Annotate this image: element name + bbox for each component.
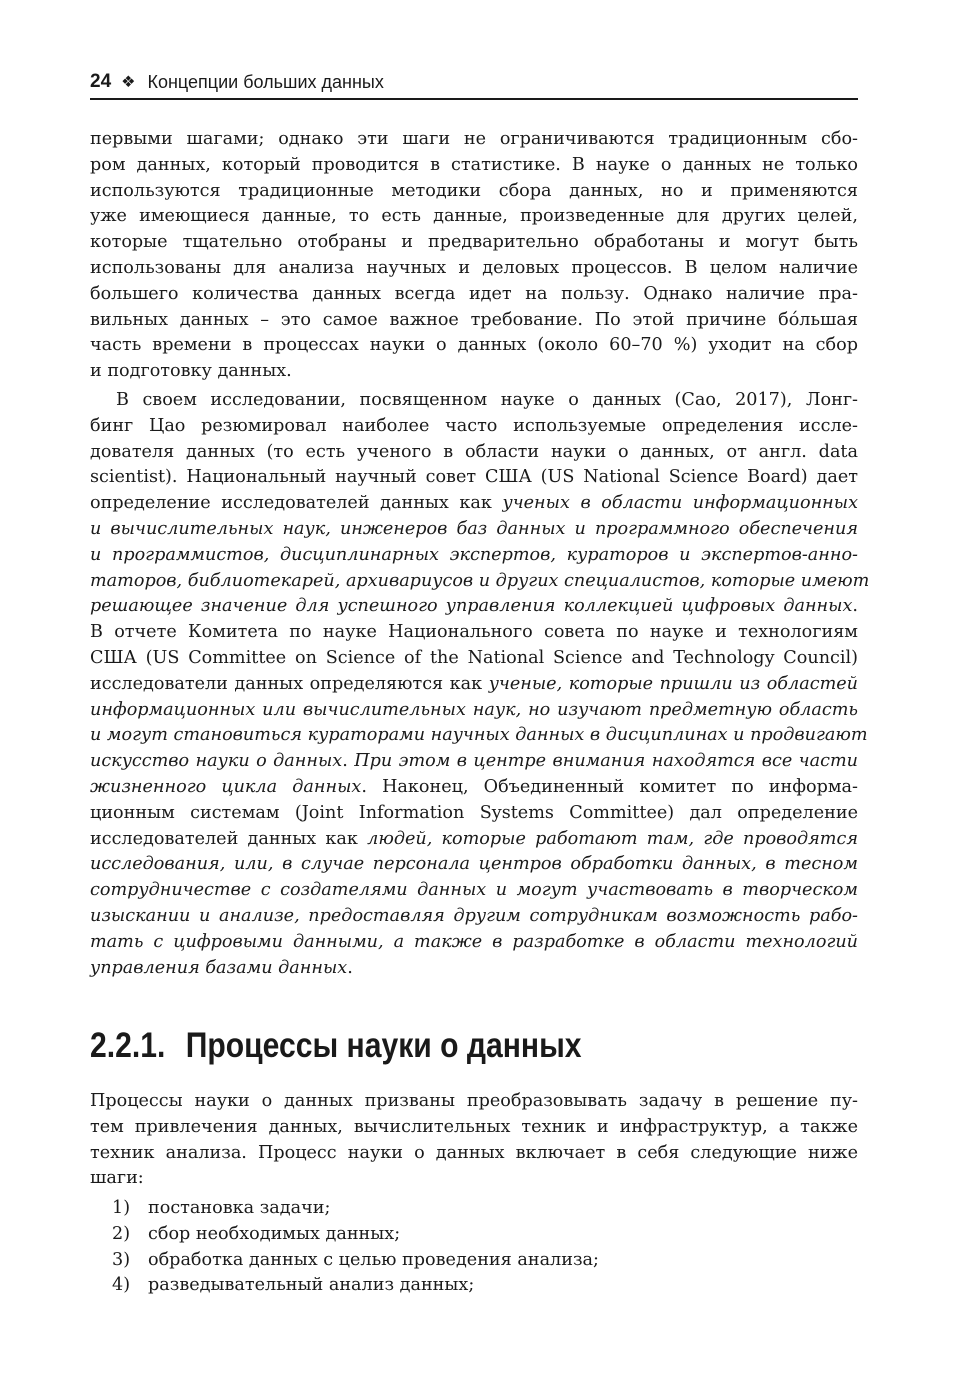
text-run: бинг Цао резюмировал наиболее часто используемые определения иссле-: [90, 415, 858, 436]
italic-text: таторов, библиотекарей, архивариусов и других специалистов, которые имеют: [90, 570, 870, 591]
italic-text: решающее значение для успешного управления коллекцией цифровых данных: [90, 596, 853, 617]
text-line: [90, 204, 858, 230]
text-line: [90, 308, 858, 334]
italic-text: информационных или вычислительных наук, но изучают предметную область: [90, 699, 858, 720]
italic-text: При этом в центре внимания находятся все части: [354, 751, 858, 772]
text-run: техник анализа. Процесс науки о данных включает в себя следующие ниже: [90, 1142, 858, 1163]
text-line: [90, 127, 858, 153]
text-run: Процессы науки о данных призваны преобразовывать задачу в решение пу-: [90, 1091, 858, 1111]
text-run: часть времени в процессах науки о данных (около 60–70 %) уходит на сбор: [90, 335, 858, 356]
section-heading: [90, 1022, 750, 1070]
list-item-number: 4): [112, 1275, 131, 1296]
text-line: [90, 569, 870, 595]
text-run: .: [347, 957, 353, 978]
list-item: [90, 1273, 858, 1299]
text-line: [90, 179, 858, 205]
text-line: [90, 256, 858, 282]
text-line: [90, 723, 868, 749]
text-run: В своем исследовании, посвященном науке о данных (Cao, 2017), Лонг-: [116, 390, 858, 410]
text-line: [90, 904, 858, 930]
text-line: [90, 878, 858, 904]
text-line: [90, 359, 858, 385]
text-run: шаги:: [90, 1168, 144, 1189]
text-run: ром данных, который проводится в статистике. В науке о данных не только: [90, 154, 858, 175]
text-line: [90, 930, 858, 956]
list-item: [90, 1248, 858, 1274]
text-run: которые тщательно отобраны и предварительно обработаны и могут быть: [90, 232, 858, 253]
list-item-number: 3): [112, 1249, 131, 1270]
text-run: США (US Committee on Science of the National Science and Technology Council): [90, 647, 858, 668]
text-run: используются традиционные методики сбора данных, но и применяются: [90, 180, 858, 201]
section-number: 2.2.1.: [90, 1026, 166, 1065]
italic-text: и программистов, дисциплинарных экспертов, кураторов и экспертов-анно-: [90, 544, 858, 565]
text-line: [90, 749, 858, 775]
steps-list: [90, 1196, 858, 1299]
text-run: дователя данных (то есть ученого в области науки о данных, от англ. data: [90, 441, 858, 462]
text-line: [90, 440, 858, 466]
text-line: [90, 388, 858, 414]
text-run: scientist). Национальный научный совет США (US National Science Board) дает: [90, 467, 858, 488]
text-line: [90, 646, 858, 672]
italic-text: и вычислительных наук, инженеров баз данных и программного обеспечения: [90, 518, 858, 539]
list-item-text: обработка данных с целью проведения анализа;: [148, 1249, 599, 1270]
list-item-text: сбор необходимых данных;: [148, 1223, 401, 1244]
text-line: [90, 230, 858, 256]
text-line: [90, 333, 858, 359]
text-line: [90, 282, 858, 308]
chapter-title: Концепции больших данных: [147, 71, 384, 92]
list-item-text: разведывательный анализ данных;: [148, 1275, 475, 1296]
italic-text: тать с цифровыми данными, а также в разработке в области технологий: [90, 931, 858, 952]
text-line: [90, 956, 858, 982]
page-number: 24: [90, 71, 112, 92]
italic-text: исследования, или, в случае персонала центров обработки данных, в тесном: [90, 854, 858, 875]
text-line: [90, 775, 858, 801]
text-line: [90, 672, 858, 698]
italic-text: ученые, которые пришли из областей: [488, 673, 858, 694]
text-line: [90, 801, 858, 827]
text-line: [90, 1141, 858, 1167]
text-line: [90, 620, 858, 646]
text-line: [90, 1166, 858, 1192]
paragraph-1: [90, 127, 858, 385]
italic-text: людей, которые работают там, где проводятся: [367, 828, 858, 849]
list-item-number: 1): [112, 1198, 131, 1218]
list-item: [90, 1222, 858, 1248]
text-run: большего количества данных всегда идет на пользу. Однако наличие пра-: [90, 283, 858, 304]
italic-text: и могут становиться кураторами научных данных в дисциплинах и продвигают: [90, 725, 868, 746]
text-run: первыми шагами; однако эти шаги не ограничиваются традиционным сбо-: [90, 129, 858, 149]
text-run: .: [342, 751, 355, 772]
text-line: [90, 1089, 858, 1115]
text-line: [90, 153, 858, 179]
text-run: . Наконец, Объединенный комитет по информа-: [361, 776, 858, 797]
list-item: [90, 1196, 858, 1222]
diamond-ornament-icon: ❖: [121, 74, 136, 91]
italic-text: управления базами данных: [90, 957, 348, 978]
text-run: использованы для анализа научных и деловых процессов. В целом наличие: [90, 257, 858, 278]
text-run: исследователи данных определяются как: [90, 673, 489, 694]
text-run: ционным системам (Joint Information Systems Committee) дал определение: [90, 802, 858, 823]
paragraph-3: [90, 1089, 858, 1192]
section-title: Процессы науки о данных: [185, 1026, 582, 1065]
header-divider: [90, 98, 858, 100]
italic-text: ученых в области информационных: [502, 493, 858, 514]
text-line: [90, 594, 858, 620]
text-line: [90, 827, 858, 853]
list-item-number: 2): [112, 1223, 131, 1244]
text-line: [90, 414, 858, 440]
italic-text: сотрудничестве с создателями данных и могут участвовать в творческом: [90, 880, 858, 901]
italic-text: искусство науки о данных: [90, 751, 343, 772]
text-line: [90, 543, 858, 569]
text-run: тем привлечения данных, вычислительных техник и инфраструктур, а также: [90, 1116, 858, 1137]
text-line: [90, 852, 858, 878]
text-run: определение исследователей данных как: [90, 493, 503, 514]
text-line: [90, 698, 858, 724]
text-run: В отчете Комитета по науке Национального совета по науке и технологиям: [90, 622, 858, 643]
italic-text: жизненного цикла данных: [90, 776, 362, 797]
running-head: [90, 68, 858, 96]
text-run: вильных данных – это самое важное требование. По этой причине бóльшая: [90, 309, 858, 330]
italic-text: изыскании и анализе, предоставляя другим сотрудникам возможность рабо-: [90, 905, 858, 926]
text-run: исследователей данных как: [90, 828, 368, 849]
text-line: [90, 517, 858, 543]
text-run: и подготовку данных.: [90, 361, 292, 382]
text-line: [90, 491, 858, 517]
text-run: .: [852, 596, 858, 617]
text-line: [90, 1115, 858, 1141]
text-run: уже имеющиеся данные, то есть данные, произведенные для других целей,: [90, 206, 858, 227]
text-line: [90, 465, 858, 491]
paragraph-2: [90, 388, 870, 981]
list-item-text: постановка задачи;: [148, 1198, 331, 1218]
